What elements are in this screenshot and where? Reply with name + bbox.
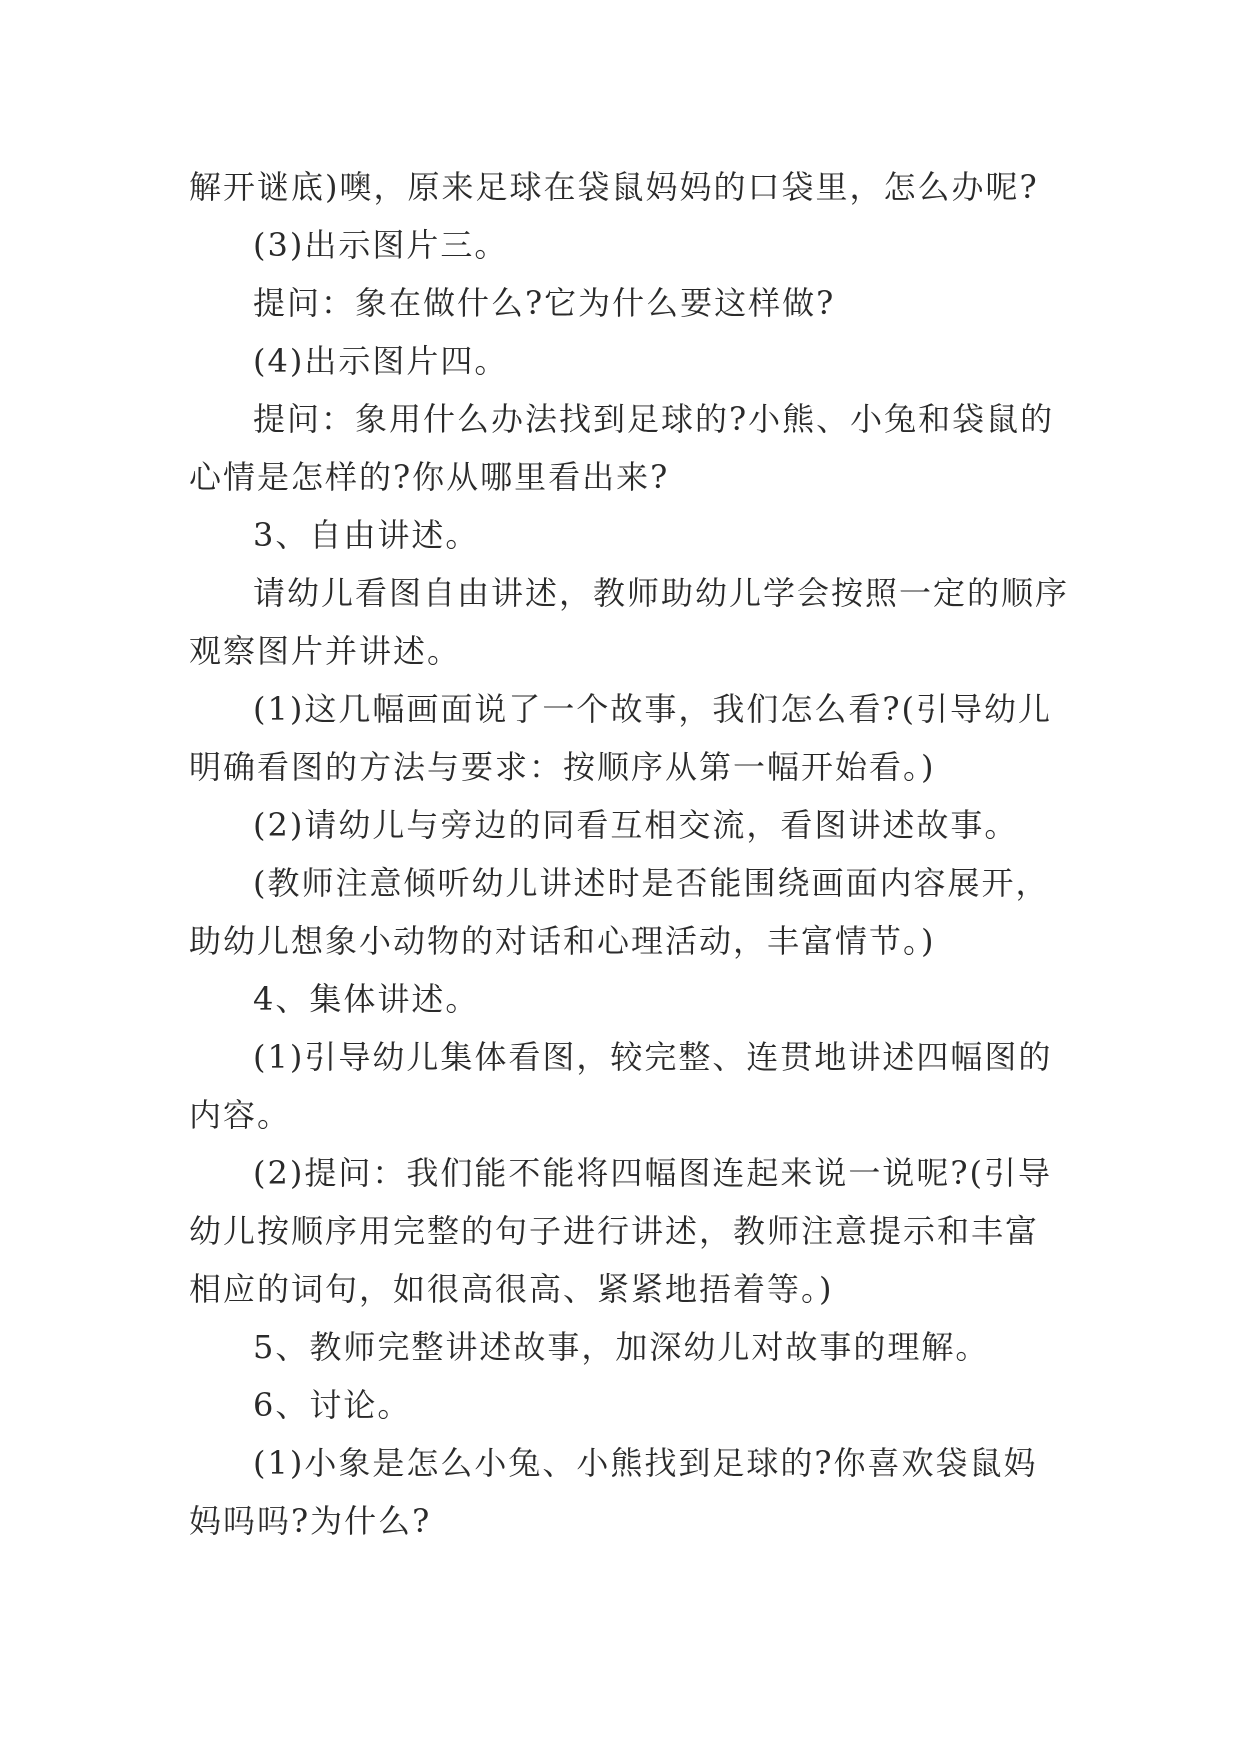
- paragraph: (4)出示图片四。: [253, 342, 509, 380]
- document-body: [189, 158, 1069, 1550]
- paragraph: (1)这几幅画面说了一个故事，我们怎么看?(引导幼儿明确看图的方法与要求：按顺序从第一幅开始看。): [189, 690, 1052, 786]
- paragraph: 提问：象在做什么?它为什么要这样做?: [253, 284, 836, 322]
- paragraph: 解开谜底)噢，原来足球在袋鼠妈妈的口袋里，怎么办呢?: [189, 168, 1039, 206]
- paragraph: 提问：象用什么办法找到足球的?小熊、小兔和袋鼠的心情是怎样的?你从哪里看出来?: [189, 400, 1055, 496]
- section-heading: 5、教师完整讲述故事，加深幼儿对故事的理解。: [253, 1328, 990, 1366]
- paragraph: (教师注意倾听幼儿讲述时是否能围绕画面内容展开，助幼儿想象小动物的对话和心理活动，丰富情节。): [189, 864, 1050, 960]
- section-heading: 3、自由讲述。: [253, 516, 480, 554]
- paragraph: (2)提问：我们能不能将四幅图连起来说一说呢?(引导幼儿按顺序用完整的句子进行讲述，教师注意提示和丰富相应的词句，如很高很高、紧紧地捂着等。): [189, 1154, 1052, 1308]
- section-heading: 6、讨论。: [253, 1386, 412, 1424]
- paragraph: (1)小象是怎么小兔、小熊找到足球的?你喜欢袋鼠妈妈吗吗?为什么?: [189, 1444, 1038, 1540]
- paragraph: 请幼儿看图自由讲述，教师助幼儿学会按照一定的顺序观察图片并讲述。: [189, 574, 1070, 670]
- section-heading: 4、集体讲述。: [253, 980, 480, 1018]
- paragraph: (3)出示图片三。: [253, 226, 509, 264]
- paragraph: (2)请幼儿与旁边的同看互相交流，看图讲述故事。: [253, 806, 1019, 844]
- paragraph: (1)引导幼儿集体看图，较完整、连贯地讲述四幅图的内容。: [189, 1038, 1053, 1134]
